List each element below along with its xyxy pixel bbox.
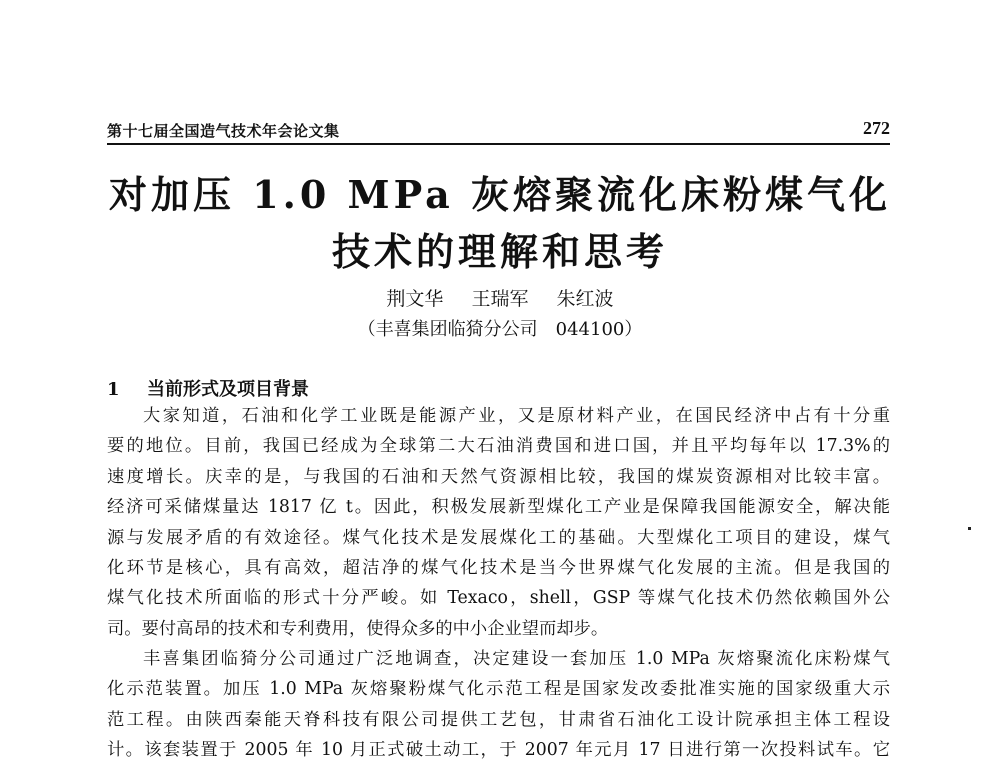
author-list — [0, 284, 1000, 311]
text-line: 范工程。由陕西秦能天脊科技有限公司提供工艺包，甘肃省石油化工设计院承担主体工程设 — [107, 709, 890, 730]
text-line: 要的地位。目前，我国已经成为全球第二大石油消费国和进口国，并且平均每年以 17.3%的 — [107, 436, 890, 457]
text-line: 丰喜集团临猗分公司通过广泛地调查，决定建设一套加压 1.0 MPa 灰熔聚流化床粉煤气 — [143, 649, 890, 669]
author: 荆文华 — [386, 288, 444, 310]
text-line: 源与发展矛盾的有效途径。煤气化技术是发展煤化工的基础。大型煤化工项目的建设，煤气 — [107, 527, 890, 548]
section-number: 1 — [107, 379, 120, 400]
scan-speck — [968, 527, 971, 530]
author: 朱红波 — [556, 288, 614, 310]
section-heading — [107, 375, 309, 401]
text-line: 司。要付高昂的技术和专利费用，使得众多的中小企业望而却步。 — [107, 618, 609, 639]
text-line: 经济可采储煤量达 1817 亿 t。因此，积极发展新型煤化工产业是保障我国能源安全，解决能 — [107, 497, 890, 518]
affiliation: （丰喜集团临猗分公司 044100） — [357, 319, 643, 340]
journal-title: 第十七届全国造气技术年会论文集 — [107, 122, 340, 140]
running-header — [107, 118, 890, 142]
author: 王瑞军 — [471, 288, 529, 310]
text-line: 煤气化技术所面临的形式十分严峻。如 Texaco，shell，GSP 等煤气化技术仍然依赖国外公 — [107, 588, 890, 609]
text-line: 化示范装置。加压 1.0 MPa 灰熔聚粉煤气化示范工程是国家发改委批准实施的国家级重大示 — [107, 679, 890, 700]
header-rule — [107, 143, 890, 145]
text-line: 大家知道，石油和化学工业既是能源产业，又是原材料产业，在国民经济中占有十分重 — [143, 406, 890, 426]
paragraph-2 — [107, 644, 890, 762]
text-line: 化环节是核心，具有高效，超洁净的煤气化技术是当今世界煤气化发展的主流。但是我国的 — [107, 557, 890, 578]
text-line: 速度增长。庆幸的是，与我国的石油和天然气资源相比较，我国的煤炭资源相对比较丰富。 — [107, 466, 890, 487]
page-number: 272 — [863, 118, 890, 138]
paper-title-line-2: 技术的理解和思考 — [331, 229, 668, 274]
section-title: 当前形式及项目背景 — [147, 379, 309, 400]
text-line: 计。该套装置于 2005 年 10 月正式破土动工，于 2007 年元月 17 日进行第一次投料试车。它 — [107, 740, 890, 761]
paper-title-line-1: 对加压 1.0 MPa 灰熔聚流化床粉煤气化 — [108, 172, 892, 217]
